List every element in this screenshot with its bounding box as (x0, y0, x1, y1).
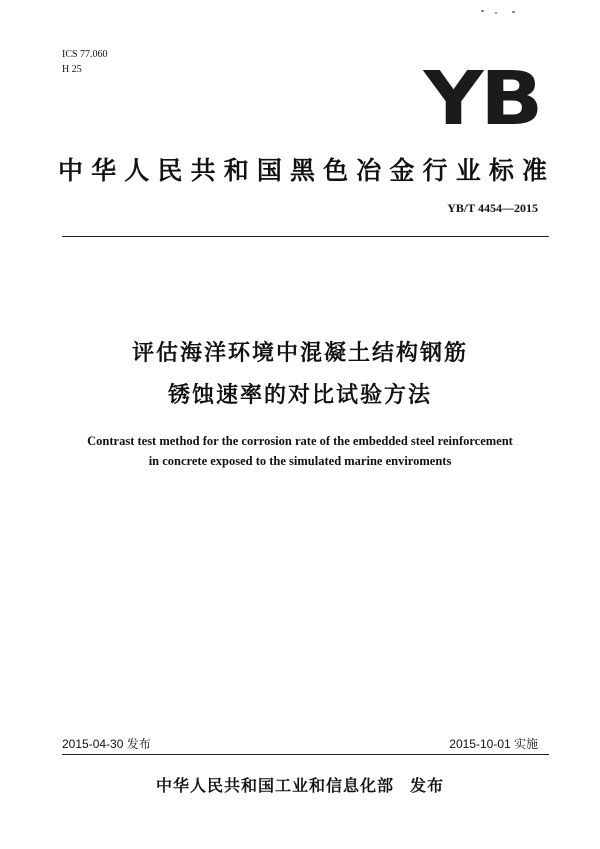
title-en-line2: in concrete exposed to the simulated marine enviroments (148, 454, 452, 468)
title-cn-line2: 锈蚀速率的对比试验方法 (167, 383, 432, 408)
scan-speck (495, 12, 497, 14)
title-cn-line1: 评估海洋环境中混凝土结构钢筋 (131, 341, 468, 366)
scan-speck (512, 11, 515, 13)
implement-date: 2015-10-01 实施 (449, 737, 538, 751)
scan-speck (481, 10, 484, 12)
header-divider (62, 236, 549, 237)
issuer-line (0, 773, 600, 796)
standard-number: YB/T 4454—2015 (447, 201, 538, 215)
standard-category-title: 中华人民共和国黑色冶金行业标准 (58, 156, 548, 185)
title-en-line1: Contrast test method for the corrosion rate of the embedded steel reinforcement (87, 434, 513, 448)
footer-divider (62, 754, 549, 755)
issuer-verb: 发布 (410, 776, 445, 795)
issuer-name: 中华人民共和国工业和信息化部 (155, 776, 394, 795)
yb-logo: YB (423, 56, 540, 142)
ics-code: ICS 77.060 (62, 49, 108, 60)
ccs-code: H 25 (62, 64, 82, 75)
classification-codes (62, 47, 108, 77)
publish-date: 2015-04-30 发布 (62, 737, 151, 751)
